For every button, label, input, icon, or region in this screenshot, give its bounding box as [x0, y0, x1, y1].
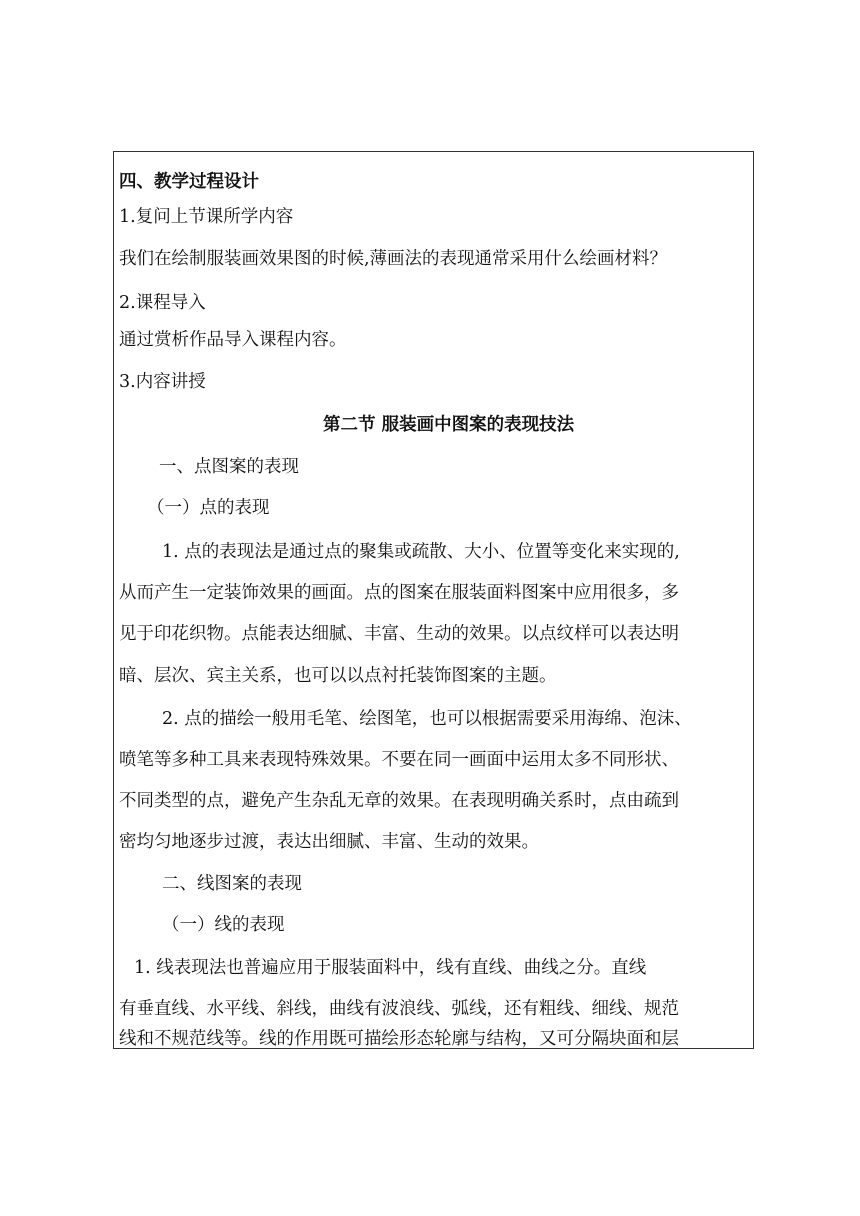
content-item-heading: 3.内容讲授: [119, 372, 206, 392]
paragraph-line: 喷笔等多种工具来表现特殊效果。不要在同一画面中运用太多不同形状、: [119, 750, 679, 770]
review-question: 我们在绘制服装画效果图的时候,薄画法的表现通常采用什么绘画材料？: [119, 249, 668, 269]
intro-item-heading: 2.课程导入: [119, 293, 206, 313]
part-two-subheading: （一）线的表现: [162, 915, 285, 935]
paragraph-line: 不同类型的点，避免产生杂乱无章的效果。在表现明确关系时，点由疏到: [119, 791, 679, 811]
part-one-subheading: （一）点的表现: [147, 498, 270, 518]
section-heading: 四、教学过程设计: [119, 172, 259, 192]
intro-text: 通过赏析作品导入课程内容。: [119, 330, 347, 350]
review-item-heading: 1.复问上节课所学内容: [119, 207, 294, 227]
paragraph-line: 见于印花织物。点能表达细腻、丰富、生动的效果。以点纹样可以表达明: [119, 624, 679, 644]
paragraph-line: 1. 线表现法也普遍应用于服装面料中，线有直线、曲线之分。直线: [134, 958, 647, 978]
paragraph-line: 2. 点的描绘一般用毛笔、绘图笔，也可以根据需要采用海绵、泡沫、: [162, 709, 692, 729]
paragraph-line: 1. 点的表现法是通过点的聚集或疏散、大小、位置等变化来实现的,: [162, 542, 680, 562]
part-two-heading: 二、线图案的表现: [162, 874, 302, 894]
paragraph-line: 有垂直线、水平线、斜线，曲线有波浪线、弧线，还有粗线、细线、规范: [119, 999, 679, 1019]
part-one-heading: 一、点图案的表现: [159, 457, 299, 477]
paragraph-line: 线和不规范线等。线的作用既可描绘形态轮廓与结构，又可分隔块面和层: [119, 1029, 679, 1049]
content-table-cell: [113, 151, 754, 1049]
paragraph-line: 暗、层次、宾主关系，也可以以点衬托装饰图案的主题。: [119, 666, 557, 686]
paragraph-line: 密均匀地逐步过渡，表达出细腻、丰富、生动的效果。: [119, 832, 539, 852]
paragraph-line: 从而产生一定装饰效果的画面。点的图案在服装面料图案中应用很多，多: [119, 583, 679, 603]
lesson-title: 第二节 服装画中图案的表现技法: [323, 415, 575, 435]
